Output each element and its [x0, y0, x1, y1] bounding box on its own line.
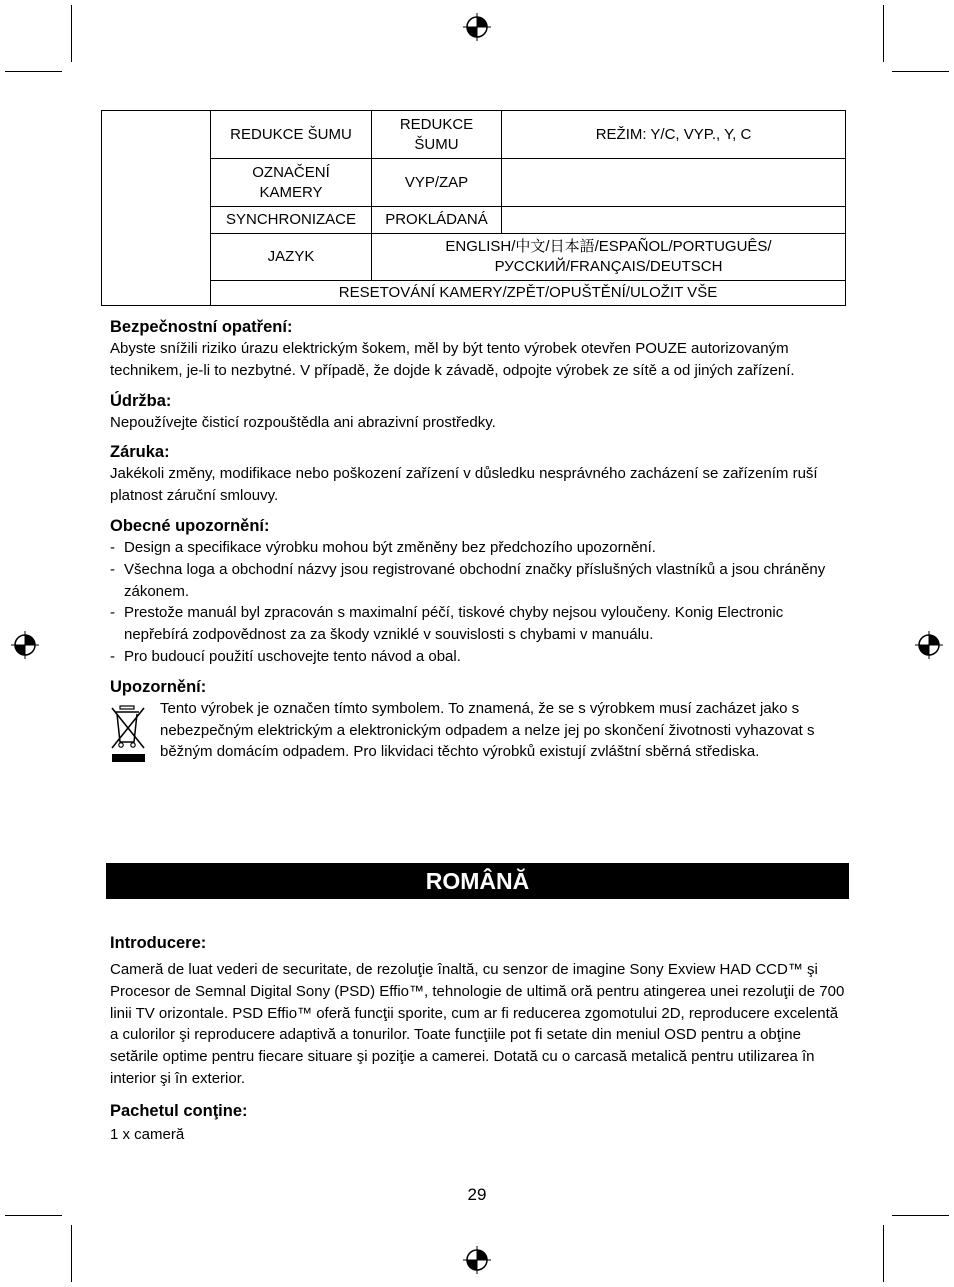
section-heading: Záruka:: [110, 443, 170, 462]
registration-mark-icon: [914, 630, 944, 660]
table-empty-cell: [502, 207, 846, 234]
section-text: Nepoužívejte čisticí rozpouštědla ani abrazivní prostředky.: [110, 413, 496, 431]
general-section: [110, 515, 850, 668]
section-text: Jakékoli změny, modifikace nebo poškození zařízení v důsledku nesprávného zacházení se zařízením ruší platnost záruční smlouvy.: [110, 465, 818, 505]
table-cell: JAZYK: [211, 234, 372, 281]
general-list: [110, 537, 850, 668]
crop-mark: [5, 71, 62, 72]
table-cell: PROKLÁDANÁ: [372, 207, 502, 234]
safety-section: [110, 316, 850, 382]
czech-section: [110, 316, 850, 771]
romanian-section: [110, 932, 850, 1154]
section-heading: Introducere:: [110, 934, 207, 952]
table-cell: REDUKCE ŠUMU: [211, 111, 372, 159]
crop-mark: [883, 5, 884, 62]
crop-mark: [71, 5, 72, 62]
registration-mark-icon: [10, 630, 40, 660]
table-empty-cell: [502, 159, 846, 207]
list-item: - Pro budoucí použití uschovejte tento návod a obal.: [110, 646, 850, 668]
weee-bin-icon: [110, 702, 148, 764]
table-cell: OZNAČENÍ KAMERY: [211, 159, 372, 207]
section-heading: Upozornění:: [110, 677, 207, 696]
registration-mark-icon: [462, 1245, 492, 1275]
list-item: - Design a specifikace výrobku mohou být změněny bez předchozího upozornění.: [110, 537, 850, 559]
section-text: Tento výrobek je označen tímto symbolem. To znamená, že se s výrobkem musí zacházet jako s nebezpečným elektrickým a elektronickým odpadem a nelze jej po skončení životnosti vyhazovat s běžným domácím odpadem. Pro likvidaci těchto výrobků existují zvláštní sběrná střediska.: [160, 699, 815, 761]
section-text: Cameră de luat vederi de securitate, de rezoluţie înaltă, cu senzor de imagine Sony Exview HAD CCD™ şi Procesor de Semnal Digital Sony (PSD) Effio™, tehnologie de ultimă oră pentru atingerea unei rezoluţii de 700 linii TV orizontale. PSD Effio™ oferă funcţii sporite, cum ar fi reducerea zgomotului 2D, reproducere excelentă a culorilor şi reproducere adaptivă a tonurilor. Toate funcţiile pot fi setate din meniul OSD pentru a obţine setările optime pentru fiecare situare şi poziţie a camerei. Dotată cu o carcasă metalică pentru utilizarea în interior şi în exterior.: [110, 961, 845, 1087]
table-cell: ENGLISH/中文/日本語/ESPAÑOL/PORTUGUÊS/ РУССКИЙ/FRANÇAIS/DEUTSCH: [372, 234, 846, 281]
registration-mark-icon: [462, 12, 492, 42]
caution-block: [110, 698, 850, 763]
section-text: 1 x cameră: [110, 1125, 185, 1143]
caution-section: [110, 676, 850, 763]
table-empty-cell: [102, 111, 211, 306]
table-cell: REDUKCE ŠUMU: [372, 111, 502, 159]
osd-menu-table: [101, 110, 846, 306]
table-cell: RESETOVÁNÍ KAMERY/ZPĚT/OPUŠTĚNÍ/ULOŽIT VŠE: [211, 281, 846, 306]
warranty-section: [110, 441, 850, 507]
section-heading: Pachetul conţine:: [110, 1101, 248, 1120]
maintenance-section: [110, 390, 850, 434]
crop-mark: [892, 71, 949, 72]
list-item: - Všechna loga a obchodní názvy jsou registrované obchodní značky příslušných vlastníků a jsou chráněny zákonem.: [110, 559, 850, 603]
language-banner: ROMÂNĂ: [106, 863, 849, 899]
section-heading: Bezpečnostní opatření:: [110, 318, 293, 336]
crop-mark: [5, 1215, 62, 1216]
crop-mark: [892, 1215, 949, 1216]
crop-mark: [71, 1225, 72, 1282]
section-heading: Údržba:: [110, 391, 172, 410]
table-cell: REŽIM: Y/C, VYP., Y, C: [502, 111, 846, 159]
list-item: - Prestože manuál byl zpracován s maximalní péčí, tiskové chyby nejsou vyloučeny. Konig Electronic nepřebírá zodpovědnost za za škody vzniklé v souvislosti s chybami v manuálu.: [110, 602, 850, 646]
page-number: 29: [467, 1185, 487, 1204]
table-cell: SYNCHRONIZACE: [211, 207, 372, 234]
table-cell: VYP/ZAP: [372, 159, 502, 207]
package-section: [110, 1100, 850, 1146]
intro-section: [110, 932, 850, 1090]
section-text: Abyste snížili riziko úrazu elektrickým šokem, měl by být tento výrobek otevřen POUZE autorizovaným technikem, je-li to nezbytné. V případě, že dojde k závadě, odpojte výrobek ze sítě a od jiných zařízení.: [110, 340, 795, 379]
crop-mark: [883, 1225, 884, 1282]
section-heading: Obecné upozornění:: [110, 516, 270, 535]
